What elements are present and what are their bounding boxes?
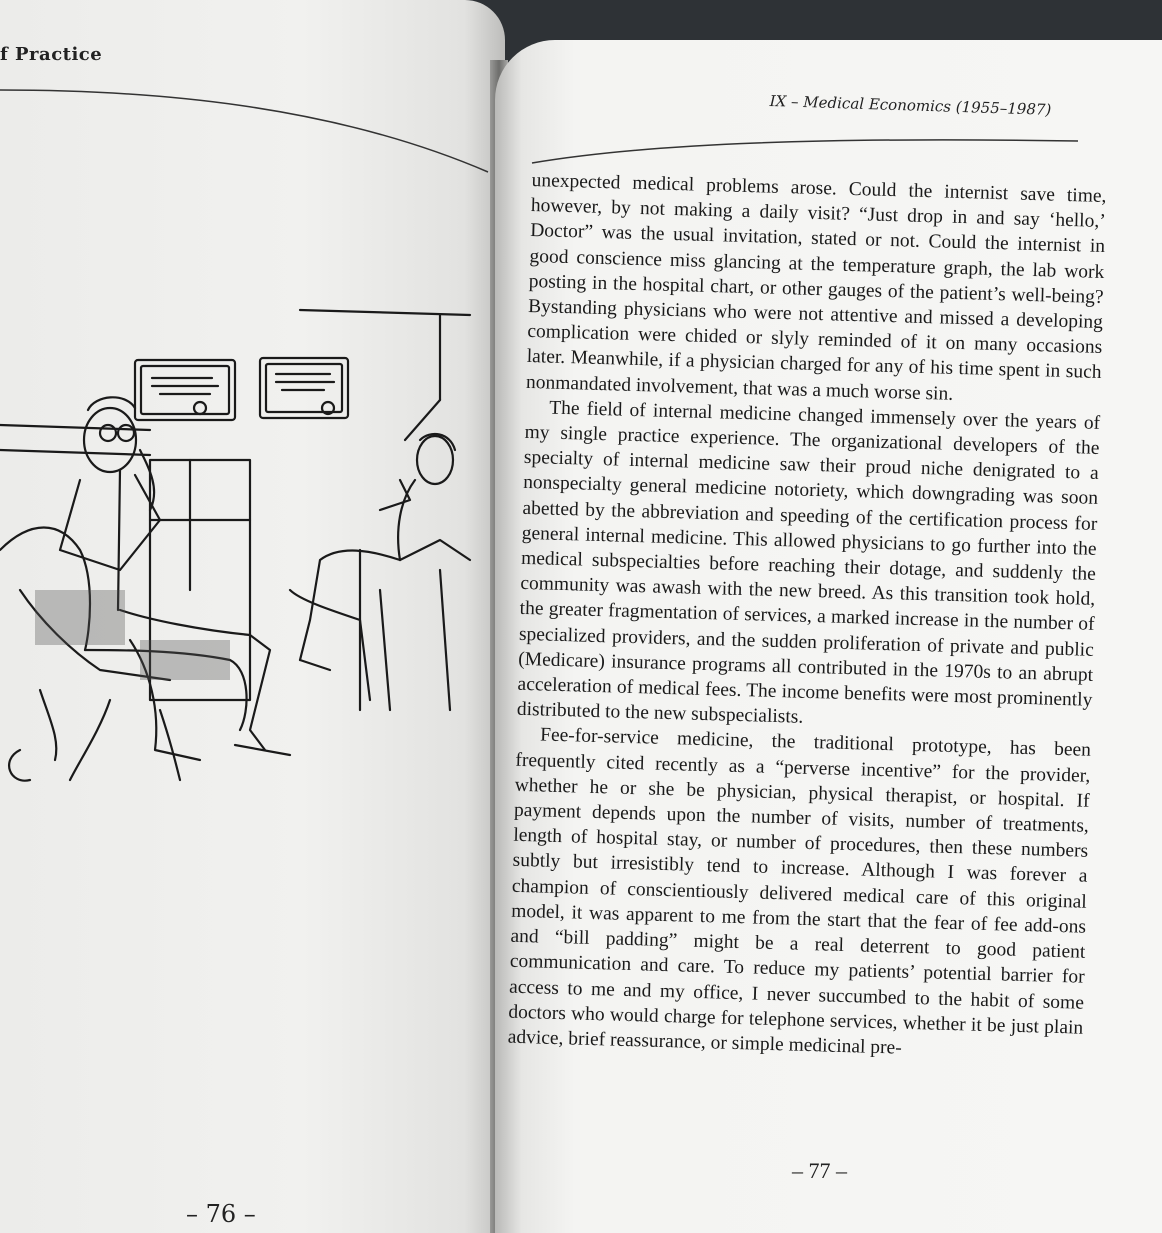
right-running-head: IX – Medical Economics (1955–1987) <box>769 92 1052 119</box>
paragraph: unexpected medical problems arose. Could the internist save time, however, by not making a daily visit? “Just drop in and say ‘hello,’ Doctor” was the usual invitation, stated or not. Could the internist in good conscience miss glancing at the temperature graph, the lab work posting in the hospital chart, or other gauges of the patient’s well-being? Bystanding physicians who were not attentive and missed a developing complication were chided or slyly reminded of it on many occasions later. Meanwhile, if a physician charged for any of his time spent in such nonmandated involvement, that was a much worse sin. <box>525 169 1107 405</box>
paragraph: Fee-for-service medicine, the traditional prototype, has been frequently cited recently as a “perverse incentive” for the provider, whether he or she be physician, physical therapist, or hospital. If payment depends upon the number of visits, number of treatments, length of hospital stay, or number of procedures, then these numbers subtly but irresistibly tend to increase. Although I was forever a champion of conscientiously delivered medical care of this original model, it was apparent to me from the start that the fear of fee add-ons and “bill padding” might be a real deterrent to good patient communication and care. To reduce my patients’ potential barrier for access to me and my office, I never succumbed to the habit of some doctors who would charge for telephone services, whether it be just plain advice, brief reassurance, or simple medicinal pre- <box>507 724 1092 1059</box>
right-page-number: – 77 – <box>792 1158 847 1183</box>
bleed-through-text <box>270 140 490 1140</box>
right-header-rule <box>530 125 1080 175</box>
left-page-number: – 76 – <box>186 1200 256 1228</box>
paragraph: The field of internal medicine changed immensely over the years of my single practice experience. The organizational developers of the specialty of internal medicine saw their proud niche denigrated to a nonspecialty general medicine notoriety, which downgrading was soon abetted by the abbreviation and speeding of the certification process for general internal medicine. This allowed physicians to go further into the medical subspecialties before reaching their dotage, and suddenly the community was awash with the new breed. As this transition took hold, the greater fragmentation of services, a marked increase in the number of specialized providers, and the sudden proliferation of private and public (Medicare) insurance programs all contributed in the 1970s to an abrupt acceleration of medical fees. The income benefits were most prominently distributed to the new subspecialists. <box>516 397 1101 729</box>
left-running-head: f Practice <box>0 44 103 65</box>
right-page-body <box>507 168 1106 1066</box>
